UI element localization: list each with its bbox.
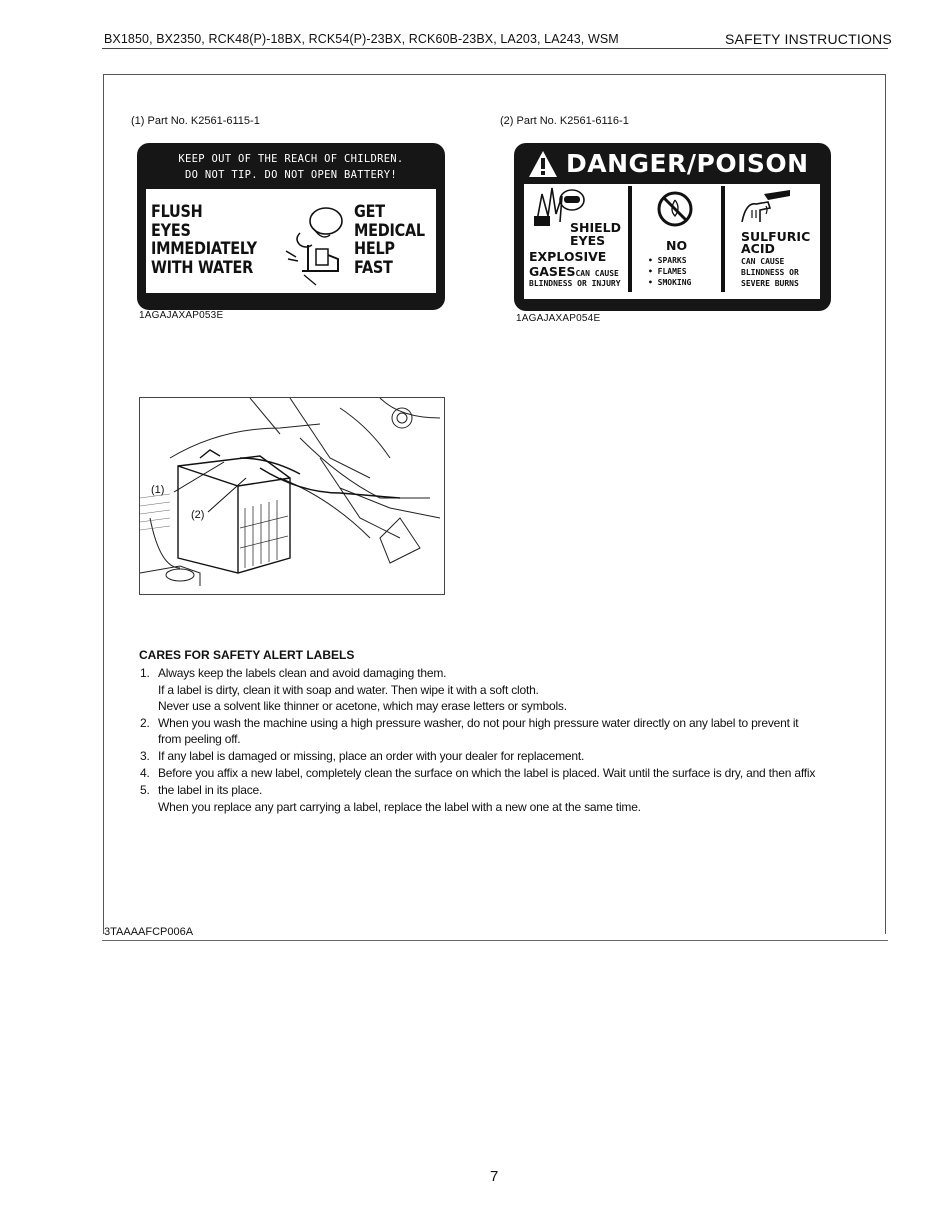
header-models: BX1850, BX2350, RCK48(P)-18BX, RCK54(P)-23BX, RCK60B-23BX, LA203, LA243, WSM (104, 32, 619, 46)
item-text: If any label is damaged or missing, place an order with your dealer for replacement. (158, 749, 585, 763)
label2-col1-shield: SHIELD (570, 220, 621, 235)
item-text: the label in its place. (158, 783, 263, 797)
label2-title: DANGER/POISON (566, 149, 809, 178)
safety-label-danger-poison (514, 143, 831, 311)
label1-right-line: GET (354, 202, 385, 222)
section-title: SAFETY INSTRUCTIONS (725, 31, 892, 47)
part-number-1: (1) Part No. K2561-6115-1 (131, 115, 260, 127)
item-text: When you wash the machine using a high pressure washer, do not pour high pressure water directly on any label to prevent it (158, 716, 799, 730)
item-number: 3. (140, 749, 150, 763)
list-item-continuation: from peeling off. (158, 732, 241, 746)
item-number: 5. (140, 783, 150, 797)
safety-label-battery-keep-out (137, 143, 445, 310)
label1-code: 1AGAJAXAP053E (139, 310, 224, 321)
item-text: Before you affix a new label, completely clean the surface on which the label is placed. Wait until the surface is dry, and then affix (158, 766, 816, 780)
label2-col3-line: BLINDNESS OR (741, 268, 799, 277)
item-number: 1. (140, 666, 150, 680)
list-item (140, 665, 446, 681)
footer-code: 3TAAAAFCP006A (104, 926, 194, 938)
label1-right-line: FAST (354, 257, 393, 278)
label2-col2-items (648, 255, 691, 288)
label2-col3-sulfuric: SULFURIC (741, 229, 811, 244)
battery-drawing (140, 398, 445, 595)
list-item-continuation: Never use a solvent like thinner or acetone, which may erase letters or symbols. (158, 699, 567, 713)
list-item-continuation: When you replace any part carrying a label, replace the label with a new one at the same time. (158, 800, 641, 814)
label2-panel (524, 184, 820, 299)
label2-col2-item: • FLAMES (648, 267, 687, 276)
label1-panel (146, 189, 436, 293)
cares-title: CARES FOR SAFETY ALERT LABELS (139, 648, 355, 662)
label2-col3-line: SEVERE BURNS (741, 279, 799, 288)
label2-code: 1AGAJAXAP054E (516, 313, 601, 324)
list-item (140, 715, 798, 731)
label1-left-line: WITH WATER (151, 257, 253, 278)
item-number: 4. (140, 766, 150, 780)
no-flame-icon (656, 190, 694, 228)
label2-col1-eyes: EYES (570, 233, 606, 248)
header-rule (102, 48, 888, 49)
label2-col1-cancause: CAN CAUSE (575, 269, 619, 278)
callout-2: (2) (191, 509, 205, 521)
acid-hand-icon (738, 188, 794, 228)
label2-col2-item: • SMOKING (648, 278, 692, 287)
label2-col1-blindness: BLINDNESS OR INJURY (529, 279, 621, 288)
item-number: 2. (140, 716, 150, 730)
label1-top-line1: KEEP OUT OF THE REACH OF CHILDREN. (178, 153, 404, 165)
callout-1: (1) (151, 484, 165, 496)
item-text: Always keep the labels clean and avoid damaging them. (158, 666, 447, 680)
label1-right-line: MEDICAL (354, 220, 425, 241)
label2-separator (628, 186, 632, 292)
warning-triangle-icon (528, 150, 558, 178)
page-number: 7 (490, 1168, 499, 1185)
label2-col1-explosive: EXPLOSIVE (529, 249, 607, 264)
list-item (140, 765, 815, 781)
label1-top-text (137, 151, 445, 183)
label2-col3-small (741, 256, 799, 289)
label1-top-line2: DO NOT TIP. DO NOT OPEN BATTERY! (185, 169, 397, 181)
footer-rule (102, 940, 888, 941)
label2-separator (721, 186, 725, 292)
battery-location-illustration (139, 397, 445, 595)
label1-left-line: IMMEDIATELY (151, 239, 257, 259)
label2-col2-no: NO (666, 238, 688, 253)
list-item (140, 748, 584, 764)
label2-col3-acid: ACID (741, 241, 775, 256)
label2-col3-line: CAN CAUSE (741, 257, 785, 266)
label1-right-line: HELP (354, 239, 395, 259)
label1-left-line: EYES (151, 220, 191, 241)
label1-left-line: FLUSH (151, 202, 203, 222)
label2-col1-gases: GASES (529, 264, 576, 279)
label1-right-text (354, 203, 425, 277)
part-number-2: (2) Part No. K2561-6116-1 (500, 115, 629, 127)
list-item-continuation: If a label is dirty, clean it with soap and water. Then wipe it with a soft cloth. (158, 683, 539, 697)
eye-wash-icon (278, 199, 356, 287)
label2-col2-item: • SPARKS (648, 256, 687, 265)
list-item (140, 782, 262, 798)
label1-left-text (151, 203, 257, 277)
